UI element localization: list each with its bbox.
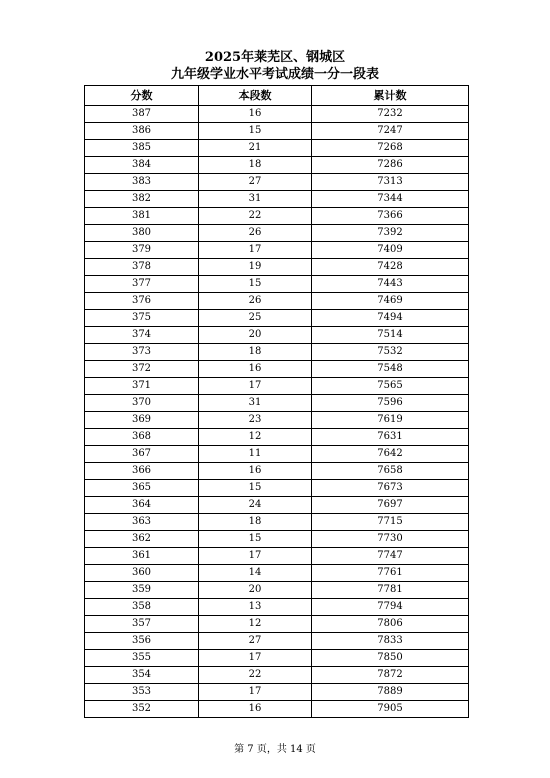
table-header-row — [85, 86, 469, 106]
score-cell: 369 — [85, 412, 199, 429]
document-subtitle: 九年级学业水平考试成绩一分一段表 — [170, 67, 379, 82]
segment-count-cell: 12 — [199, 429, 312, 446]
score-cell: 358 — [85, 599, 199, 616]
cumulative-count-cell: 7905 — [312, 701, 469, 718]
cumulative-count-cell: 7514 — [312, 327, 469, 344]
segment-count-cell: 19 — [199, 259, 312, 276]
cumulative-count-cell: 7286 — [312, 157, 469, 174]
table-row — [85, 327, 469, 344]
cumulative-count-cell: 7247 — [312, 123, 469, 140]
cumulative-count-cell: 7747 — [312, 548, 469, 565]
score-cell: 385 — [85, 140, 199, 157]
segment-count-cell: 20 — [199, 582, 312, 599]
segment-count-cell: 21 — [199, 140, 312, 157]
header-segment-count: 本段数 — [199, 86, 312, 106]
score-cell: 353 — [85, 684, 199, 701]
score-cell: 370 — [85, 395, 199, 412]
score-cell: 375 — [85, 310, 199, 327]
score-cell: 365 — [85, 480, 199, 497]
score-cell: 363 — [85, 514, 199, 531]
table-row — [85, 531, 469, 548]
segment-count-cell: 16 — [199, 106, 312, 123]
score-cell: 352 — [85, 701, 199, 718]
table-row — [85, 208, 469, 225]
cumulative-count-cell: 7889 — [312, 684, 469, 701]
segment-count-cell: 18 — [199, 344, 312, 361]
table-row — [85, 582, 469, 599]
segment-count-cell: 15 — [199, 123, 312, 140]
table-row — [85, 599, 469, 616]
score-cell: 362 — [85, 531, 199, 548]
score-cell: 366 — [85, 463, 199, 480]
segment-count-cell: 16 — [199, 361, 312, 378]
cumulative-count-cell: 7673 — [312, 480, 469, 497]
segment-count-cell: 17 — [199, 548, 312, 565]
table-row — [85, 106, 469, 123]
score-cell: 382 — [85, 191, 199, 208]
score-table — [84, 85, 469, 718]
segment-count-cell: 26 — [199, 293, 312, 310]
segment-count-cell: 24 — [199, 497, 312, 514]
table-row — [85, 463, 469, 480]
segment-count-cell: 18 — [199, 514, 312, 531]
cumulative-count-cell: 7313 — [312, 174, 469, 191]
cumulative-count-cell: 7409 — [312, 242, 469, 259]
cumulative-count-cell: 7268 — [312, 140, 469, 157]
segment-count-cell: 20 — [199, 327, 312, 344]
segment-count-cell: 16 — [199, 463, 312, 480]
score-cell: 360 — [85, 565, 199, 582]
cumulative-count-cell: 7392 — [312, 225, 469, 242]
cumulative-count-cell: 7565 — [312, 378, 469, 395]
table-row — [85, 514, 469, 531]
score-cell: 374 — [85, 327, 199, 344]
cumulative-count-cell: 7619 — [312, 412, 469, 429]
score-cell: 379 — [85, 242, 199, 259]
score-cell: 376 — [85, 293, 199, 310]
segment-count-cell: 17 — [199, 242, 312, 259]
segment-count-cell: 27 — [199, 633, 312, 650]
segment-count-cell: 26 — [199, 225, 312, 242]
score-cell: 371 — [85, 378, 199, 395]
cumulative-count-cell: 7833 — [312, 633, 469, 650]
table-row — [85, 157, 469, 174]
score-cell: 356 — [85, 633, 199, 650]
table-row — [85, 480, 469, 497]
segment-count-cell: 22 — [199, 208, 312, 225]
score-cell: 364 — [85, 497, 199, 514]
table-row — [85, 361, 469, 378]
table-row — [85, 616, 469, 633]
score-cell: 368 — [85, 429, 199, 446]
score-cell: 384 — [85, 157, 199, 174]
cumulative-count-cell: 7715 — [312, 514, 469, 531]
document-title: 2025年莱芜区、钢城区 — [204, 50, 346, 65]
segment-count-cell: 17 — [199, 684, 312, 701]
cumulative-count-cell: 7366 — [312, 208, 469, 225]
table-row — [85, 548, 469, 565]
cumulative-count-cell: 7794 — [312, 599, 469, 616]
score-cell: 372 — [85, 361, 199, 378]
cumulative-count-cell: 7548 — [312, 361, 469, 378]
table-row — [85, 412, 469, 429]
segment-count-cell: 15 — [199, 531, 312, 548]
table-row — [85, 293, 469, 310]
segment-count-cell: 17 — [199, 378, 312, 395]
segment-count-cell: 14 — [199, 565, 312, 582]
cumulative-count-cell: 7443 — [312, 276, 469, 293]
score-cell: 354 — [85, 667, 199, 684]
segment-count-cell: 11 — [199, 446, 312, 463]
cumulative-count-cell: 7344 — [312, 191, 469, 208]
table-row — [85, 310, 469, 327]
table-row — [85, 667, 469, 684]
cumulative-count-cell: 7232 — [312, 106, 469, 123]
segment-count-cell: 18 — [199, 157, 312, 174]
cumulative-count-cell: 7730 — [312, 531, 469, 548]
segment-count-cell: 25 — [199, 310, 312, 327]
cumulative-count-cell: 7850 — [312, 650, 469, 667]
score-cell: 378 — [85, 259, 199, 276]
cumulative-count-cell: 7631 — [312, 429, 469, 446]
table-row — [85, 565, 469, 582]
segment-count-cell: 23 — [199, 412, 312, 429]
score-cell: 359 — [85, 582, 199, 599]
cumulative-count-cell: 7781 — [312, 582, 469, 599]
table-row — [85, 225, 469, 242]
cumulative-count-cell: 7658 — [312, 463, 469, 480]
cumulative-count-cell: 7532 — [312, 344, 469, 361]
score-cell: 381 — [85, 208, 199, 225]
score-cell: 357 — [85, 616, 199, 633]
table-row — [85, 446, 469, 463]
segment-count-cell: 31 — [199, 395, 312, 412]
score-cell: 373 — [85, 344, 199, 361]
table-row — [85, 191, 469, 208]
score-cell: 377 — [85, 276, 199, 293]
cumulative-count-cell: 7872 — [312, 667, 469, 684]
score-cell: 367 — [85, 446, 199, 463]
table-row — [85, 684, 469, 701]
table-row — [85, 242, 469, 259]
segment-count-cell: 27 — [199, 174, 312, 191]
cumulative-count-cell: 7428 — [312, 259, 469, 276]
score-cell: 361 — [85, 548, 199, 565]
segment-count-cell: 13 — [199, 599, 312, 616]
score-cell: 387 — [85, 106, 199, 123]
table-row — [85, 395, 469, 412]
cumulative-count-cell: 7761 — [312, 565, 469, 582]
header-score: 分数 — [85, 86, 199, 106]
segment-count-cell: 17 — [199, 650, 312, 667]
table-row — [85, 497, 469, 514]
segment-count-cell: 15 — [199, 480, 312, 497]
table-row — [85, 429, 469, 446]
cumulative-count-cell: 7596 — [312, 395, 469, 412]
cumulative-count-cell: 7697 — [312, 497, 469, 514]
segment-count-cell: 22 — [199, 667, 312, 684]
page-footer: 第 7 页，共 14 页 — [234, 744, 316, 755]
table-row — [85, 701, 469, 718]
header-cumulative-count: 累计数 — [312, 86, 469, 106]
cumulative-count-cell: 7642 — [312, 446, 469, 463]
cumulative-count-cell: 7806 — [312, 616, 469, 633]
score-cell: 380 — [85, 225, 199, 242]
cumulative-count-cell: 7494 — [312, 310, 469, 327]
table-row — [85, 123, 469, 140]
table-row — [85, 140, 469, 157]
segment-count-cell: 31 — [199, 191, 312, 208]
table-row — [85, 633, 469, 650]
table-row — [85, 276, 469, 293]
table-row — [85, 650, 469, 667]
segment-count-cell: 15 — [199, 276, 312, 293]
table-body — [85, 106, 469, 718]
table-row — [85, 259, 469, 276]
table-row — [85, 378, 469, 395]
table-row — [85, 174, 469, 191]
cumulative-count-cell: 7469 — [312, 293, 469, 310]
score-cell: 386 — [85, 123, 199, 140]
table-row — [85, 344, 469, 361]
score-cell: 355 — [85, 650, 199, 667]
segment-count-cell: 16 — [199, 701, 312, 718]
score-cell: 383 — [85, 174, 199, 191]
segment-count-cell: 12 — [199, 616, 312, 633]
